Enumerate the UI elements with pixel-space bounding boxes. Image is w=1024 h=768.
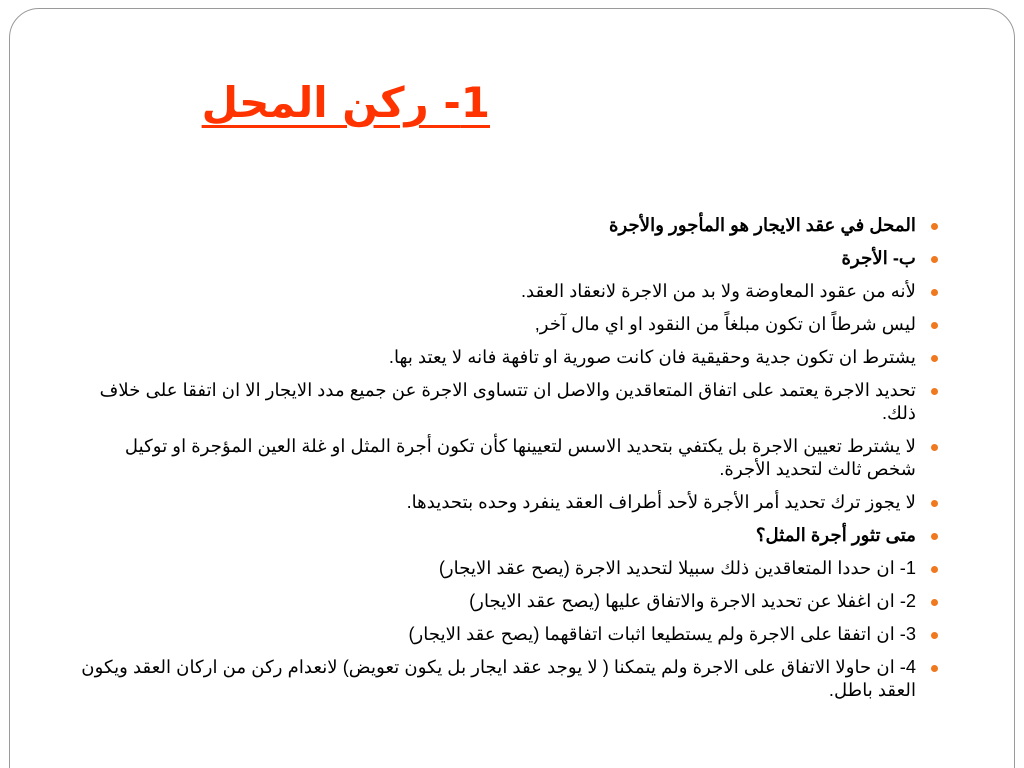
bullet-icon: [931, 533, 938, 540]
bullet-icon: [931, 388, 938, 395]
bullet-icon: [931, 566, 938, 573]
bullet-list: [76, 214, 938, 712]
bullet-icon: [931, 322, 938, 329]
slide-title: 1- ركن المحل: [201, 78, 490, 127]
bullet-icon: [931, 500, 938, 507]
bullet-item: [76, 280, 938, 303]
bullet-icon: [931, 289, 938, 296]
bullet-icon: [931, 665, 938, 672]
bullet-item: [76, 524, 938, 547]
bullet-text: 4- ان حاولا الاتفاق على الاجرة ولم يتمكنا ( لا يوجد عقد ايجار بل يكون تعويض) لانعدام ركن من اركان العقد ويكون العقد باطل.: [81, 657, 916, 700]
bullet-text: لا يشترط تعيين الاجرة بل يكتفي بتحديد الاسس لتعيينها كأن تكون أجرة المثل او غلة العين المؤجرة او توكيل شخص ثالث لتحديد الأجرة.: [124, 436, 916, 479]
bullet-text: تحديد الاجرة يعتمد على اتفاق المتعاقدين والاصل ان تتساوى الاجرة عن جميع مدد الايجار الا ان اتفقا على خلاف ذلك.: [99, 380, 916, 423]
bullet-icon: [931, 256, 938, 263]
bullet-item: [76, 346, 938, 369]
bullet-item: [76, 313, 938, 336]
bullet-item: [76, 435, 938, 481]
bullet-icon: [931, 599, 938, 606]
bullet-item: [76, 557, 938, 580]
bullet-text: يشترط ان تكون جدية وحقيقية فان كانت صورية او تافهة فانه لا يعتد بها.: [388, 347, 916, 367]
bullet-item: [76, 590, 938, 613]
bullet-text: 3- ان اتفقا على الاجرة ولم يستطيعا اثبات اتفاقهما (يصح عقد الايجار): [408, 624, 916, 644]
bullet-item: [76, 656, 938, 702]
bullet-icon: [931, 632, 938, 639]
bullet-item: [76, 491, 938, 514]
bullet-item: [76, 214, 938, 237]
bullet-text: ب- الأجرة: [841, 248, 916, 268]
bullet-icon: [931, 355, 938, 362]
bullet-text: ليس شرطاً ان تكون مبلغاً من النقود او اي مال آخر,: [534, 314, 916, 334]
bullet-text: 1- ان حددا المتعاقدين ذلك سبيلا لتحديد الاجرة (يصح عقد الايجار): [438, 558, 916, 578]
bullet-text: لأنه من عقود المعاوضة ولا بد من الاجرة لانعقاد العقد.: [520, 281, 916, 301]
bullet-text: لا يجوز ترك تحديد أمر الأجرة لأحد أطراف العقد ينفرد وحده بتحديدها.: [406, 492, 916, 512]
bullet-text: 2- ان اغفلا عن تحديد الاجرة والاتفاق عليها (يصح عقد الايجار): [469, 591, 916, 611]
bullet-item: [76, 623, 938, 646]
bullet-icon: [931, 444, 938, 451]
bullet-item: [76, 247, 938, 270]
bullet-icon: [931, 223, 938, 230]
bullet-item: [76, 379, 938, 425]
bullet-text: متى تثور أجرة المثل؟: [755, 525, 916, 545]
bullet-text: المحل في عقد الايجار هو المأجور والأجرة: [608, 215, 916, 235]
